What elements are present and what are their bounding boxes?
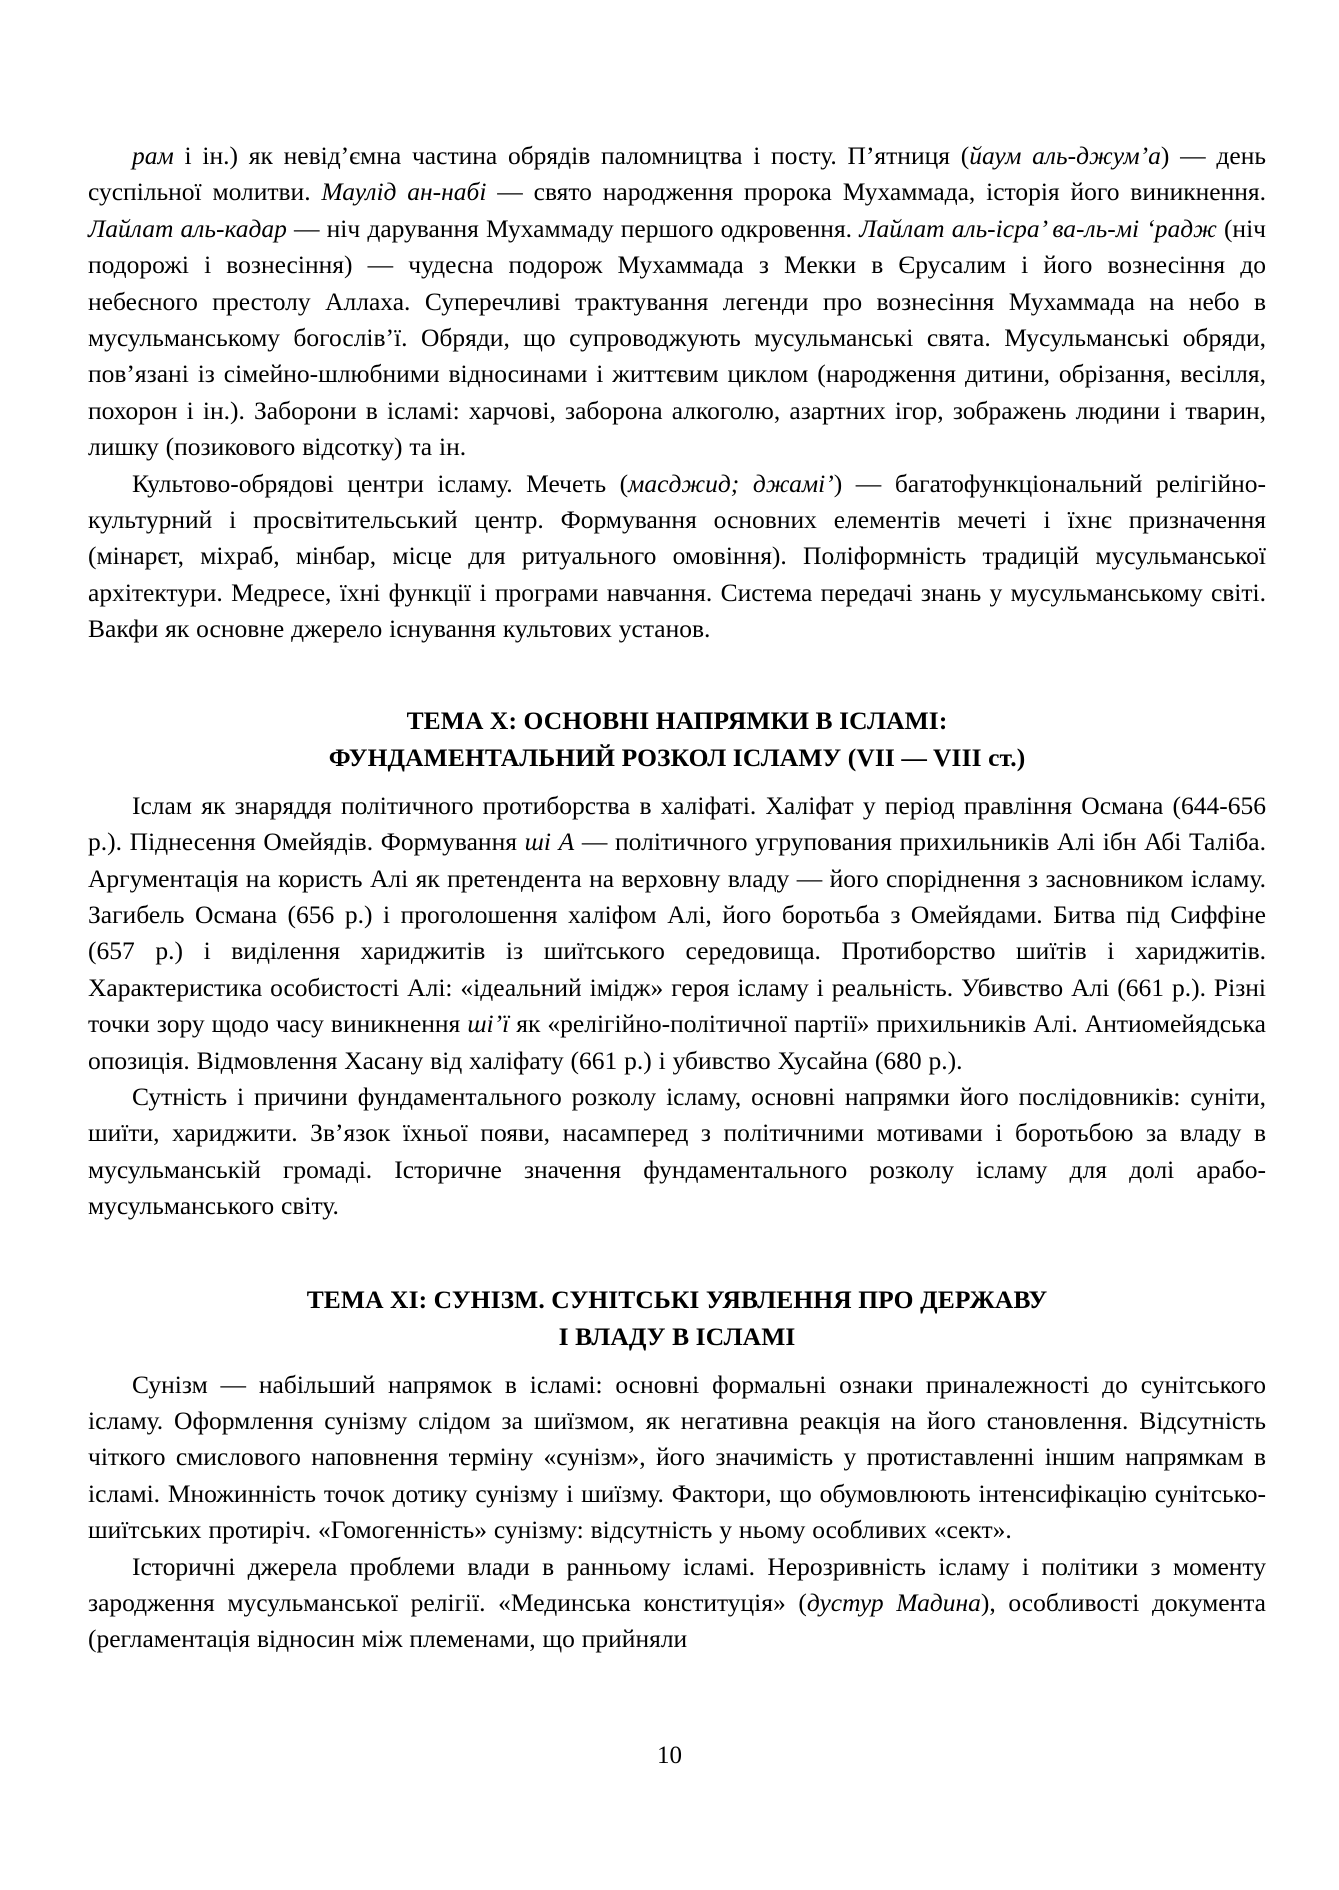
text-run: Історичні джерела проблеми влади в ранньому ісламі. Нерозривність ісламу і політики з моменту зародження мусульманської релігії. «Мединська конституція» ( [88, 1551, 1266, 1617]
italic-term: ші’ї [467, 1009, 510, 1039]
text-run: ), особливості документа (регламентація відносин між племенами, що прийняли [88, 1588, 1267, 1654]
text-run: ) — багатофункціональний релігійно-культурний і просвітительський центр. Формування основних елементів мечеті і їхнє призначення (мінарєт, міхраб, мінбар, місце для ритуального омовіння). Поліформність традицій мусульманської архітектури. Медресе, їхні функції і програми навчання. Система передачі знань у мусульманському світі. Вакфи як основне джерело існування культових установ. [88, 468, 1266, 644]
paragraph-5 [88, 1367, 1266, 1549]
heading-tema-xi [88, 1281, 1266, 1355]
text-run: як «релігійно-політичної партії» прихильників Алі. Антиомейядська опозиція. Відмовлення Хасану від халіфату (661 р.) і убивство Хусайна (680 р.). [88, 1009, 1266, 1075]
heading-tema-xi-line-1: ТЕМА XI: СУНІЗМ. СУНІТСЬКІ УЯВЛЕННЯ ПРО ДЕРЖАВУ [306, 1284, 1048, 1314]
text-run: — свято народження пророка Мухаммада, історія його виникнення. [486, 177, 1267, 207]
text-run: — ніч дарування Мухаммаду першого одкровення. [286, 213, 860, 243]
text-run: Культово-обрядові центри ісламу. Мечеть ( [132, 468, 629, 498]
text-run: ) — день суспільної молитви. [88, 141, 1266, 207]
italic-term: Маулід ан-набі [321, 177, 487, 207]
italic-term: Лайлат аль-ісра’ ва-ль-мі ‘радж [859, 213, 1217, 243]
paragraph-2 [88, 466, 1266, 648]
text-run: — політичного угрупования прихильників Алі ібн Абі Таліба. Аргументація на користь Алі як претендента на верховну владу — його споріднення з засновником ісламу. Загибель Османа (656 р.) і проголошення халіфом Алі, його боротьба з Омейядами. Битва під Сиффіне (657 р.) і виділення хариджитів із шиїтського середовища. Протиборство шиїтів і хариджитів. Характеристика особистості Алі: «ідеальний імідж» героя ісламу і реальність. Убивство Алі (661 р.). Різні точки зору щодо часу виникнення [88, 827, 1266, 1039]
paragraph-1 [88, 138, 1266, 466]
italic-term: ші А [524, 827, 575, 857]
text-run: Іслам як знаряддя політичного протиборства в халіфаті. Халіфат у період правління Османа (644-656 р.). Піднесення Омейядів. Формування [88, 790, 1266, 857]
italic-term: рам [132, 141, 174, 170]
paragraph-3 [88, 788, 1266, 1079]
heading-spacer-tema-xi [88, 1225, 1266, 1251]
italic-term: масджид; джамі’ [628, 468, 834, 498]
italic-term: дустур Мадина [806, 1588, 981, 1617]
paragraph-4 [88, 1079, 1266, 1225]
heading-spacer-tema-x [88, 648, 1266, 672]
heading-tema-x-line-1: ТЕМА X: ОСНОВНІ НАПРЯМКИ В ІСЛАМІ: [406, 705, 948, 735]
text-run: Сунізм — набільший напрямок в ісламі: основні формальні ознаки приналежності до сунітського ісламу. Оформлення сунізму слідом за шиїзмом, як негативна реакція на його становлення. Відсутність чіткого смислового наповнення терміну «сунізм», його значимість у протиставленні іншим напрямкам в ісламі. Множинність точок дотику сунізму і шиїзму. Фактори, що обумовлюють інтенсифікацію сунітсько-шиїтських протиріч. «Гомогенність» сунізму: відсутність у ньому особливих «сект». [88, 1369, 1266, 1545]
page-number: 10 [657, 1742, 682, 1769]
heading-tema-x-line-2: ФУНДАМЕНТАЛЬНИЙ РОЗКОЛ ІСЛАМУ (VII — VIII ст.) [328, 742, 1026, 772]
text-run: (ніч подорожі і вознесіння) — чудесна подорож Мухаммада з Мекки в Єрусалим і його вознесіння до небесного престолу Аллаха. Суперечливі трактування легенди про вознесіння Мухаммада на небо в мусульманському богослів’ї. Обряди, що супроводжують мусульманські свята. Мусульманські обряди, пов’язані із сімейно-шлюбними відносинами і життєвим циклом (народження дитини, обрізання, весілля, похорон і ін.). Заборони в ісламі: харчові, заборона алкоголю, азартних ігор, зображень людини і тварин, лишку (позикового відсотку) та ін. [88, 213, 1266, 462]
italic-term: Лайлат аль-кадар [88, 213, 287, 243]
paragraph-6 [88, 1549, 1266, 1658]
italic-term: йаум аль-джум’а [969, 141, 1161, 170]
text-run: Сутність і причини фундаментального розколу ісламу, основні напрямки його послідовників: суніти, шиїти, хариджити. Зв’язок їхньої появи, насамперед з політичними мотивами і боротьбою за владу в мусульманській громаді. Історичне значення фундаментального розколу ісламу для долі арабо-мусульманського світу. [88, 1081, 1266, 1221]
heading-tema-xi-line-2: І ВЛАДУ В ІСЛАМІ [558, 1321, 796, 1351]
page-content [88, 138, 1266, 1658]
heading-tema-x [88, 702, 1266, 776]
text-run: і ін.) як невід’ємна частина обрядів паломництва і посту. П’ятниця ( [173, 141, 970, 170]
